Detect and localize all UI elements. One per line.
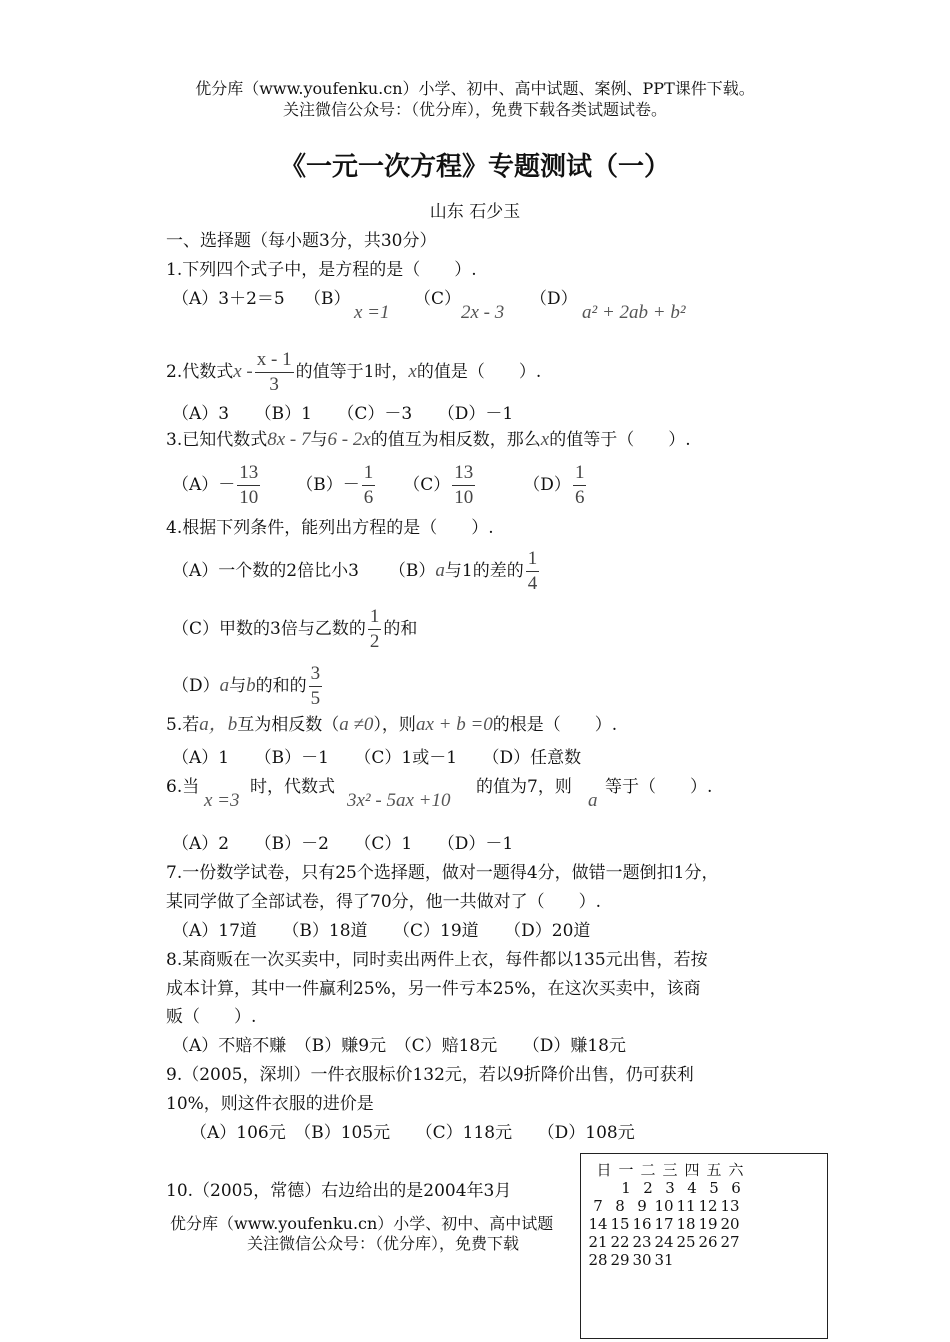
q4-d-label: （D） bbox=[172, 676, 220, 696]
q4-b-frac bbox=[526, 547, 540, 596]
q4-d-var1: a bbox=[219, 675, 230, 696]
q4-b-label: （B） bbox=[388, 561, 436, 581]
q3-expr-2: 6 - 2x bbox=[327, 429, 371, 450]
q2-line bbox=[166, 346, 541, 398]
calendar-box bbox=[580, 1153, 828, 1339]
section-heading: 一、选择题（每小题3分，共30分） bbox=[166, 231, 437, 251]
q4-d-with: 与 bbox=[229, 676, 247, 696]
q1-option-d-math: a² + 2ab + b² bbox=[582, 302, 686, 323]
q3-a-num: 13 bbox=[237, 461, 260, 486]
calendar-day: 15 bbox=[610, 1215, 630, 1233]
q1-option-b-math: x =1 bbox=[354, 302, 390, 323]
q9-line-1: 9.（2005，深圳）一件衣服标价132元，若以9折降价出售，仍可获利 bbox=[166, 1065, 694, 1085]
q9-line-2: 10%，则这件衣服的进价是 bbox=[166, 1094, 374, 1114]
q2-x2: x bbox=[408, 361, 417, 382]
calendar-day: 20 bbox=[720, 1215, 740, 1233]
page-title: 《一元一次方程》专题测试（一） bbox=[279, 152, 670, 182]
calendar-week-1 bbox=[615, 1179, 747, 1197]
q4-d-num: 3 bbox=[309, 662, 323, 687]
calendar-weekday: 六 bbox=[728, 1161, 744, 1179]
q3-b-frac bbox=[362, 461, 376, 510]
q4-row-c bbox=[172, 603, 417, 655]
q3-c-num: 13 bbox=[452, 461, 475, 486]
q6-mid2: 的值为7，则 bbox=[476, 777, 572, 797]
q3-a-frac bbox=[237, 461, 260, 510]
calendar-day: 18 bbox=[676, 1215, 696, 1233]
calendar-day: 6 bbox=[731, 1179, 741, 1197]
calendar-day: 14 bbox=[588, 1215, 608, 1233]
calendar-day: 17 bbox=[654, 1215, 674, 1233]
calendar-day: 8 bbox=[615, 1197, 625, 1215]
q4-c-text: （C）甲数的3倍与乙数的 bbox=[172, 619, 366, 639]
q1-option-a: （A）3＋2＝5 bbox=[172, 289, 285, 309]
q5-eq: ax + b =0 bbox=[415, 714, 493, 735]
q6-suffix: 等于（ ）. bbox=[605, 777, 713, 797]
q4-row-ab bbox=[172, 545, 541, 597]
q4-c-suffix: 的和 bbox=[383, 619, 418, 639]
q8-line-1: 8.某商贩在一次买卖中，同时卖出两件上衣，每件都以135元出售，若按 bbox=[166, 950, 708, 970]
q7-options: （A）17道 （B）18道 （C）19道 （D）20道 bbox=[172, 921, 591, 941]
q3-options bbox=[172, 459, 588, 511]
q3-expr-1: 8x - 7 bbox=[267, 429, 311, 450]
q3-d-den: 6 bbox=[574, 486, 585, 508]
calendar-week-5 bbox=[587, 1251, 675, 1269]
q3-b-num: 1 bbox=[362, 461, 376, 486]
q1-option-c-label: （C） bbox=[414, 289, 462, 309]
q2-mid: 的值等于1时， bbox=[295, 362, 409, 382]
q4-row-d bbox=[172, 660, 324, 712]
calendar-weekday: 四 bbox=[684, 1161, 700, 1179]
q1-option-c-math: 2x - 3 bbox=[461, 302, 505, 323]
calendar-day: 12 bbox=[698, 1197, 718, 1215]
q5-prefix: 5.若 bbox=[166, 715, 200, 735]
q9-options: （A）106元 （B）105元 （C）118元 （D）108元 bbox=[190, 1123, 635, 1143]
q4-c-den: 2 bbox=[369, 630, 380, 652]
calendar-day: 13 bbox=[720, 1197, 740, 1215]
q4-option-a: （A）一个数的2倍比小3 bbox=[172, 561, 359, 581]
q8-line-2: 成本计算，其中一件赢利25%，另一件亏本25%，在这次买卖中，该商 bbox=[166, 979, 701, 999]
q3-c-label: （C） bbox=[403, 475, 451, 495]
q3-with: 与 bbox=[310, 430, 328, 450]
calendar-week-2 bbox=[587, 1197, 741, 1215]
calendar-day: 30 bbox=[632, 1251, 652, 1269]
q3-d-num: 1 bbox=[573, 461, 587, 486]
calendar-day: 31 bbox=[654, 1251, 674, 1269]
q1-option-b-label: （B） bbox=[304, 289, 351, 309]
q3-b-label: （B）－ bbox=[296, 475, 360, 495]
q4-b-den: 4 bbox=[527, 572, 538, 594]
calendar-day: 7 bbox=[593, 1197, 603, 1215]
calendar-day: 16 bbox=[632, 1215, 652, 1233]
q8-line-3: 贩（ ）. bbox=[166, 1007, 257, 1027]
calendar-day: 24 bbox=[654, 1233, 674, 1251]
calendar-day: 10 bbox=[654, 1197, 674, 1215]
footer-line-1: 优分库（www.youfenku.cn）小学、初中、高中试题 bbox=[170, 1214, 554, 1233]
q2-suffix: 的值是（ ）. bbox=[416, 362, 542, 382]
q3-x: x bbox=[540, 429, 550, 450]
q3-suffix: 的值等于（ ）. bbox=[549, 430, 691, 450]
q1-stem: 1.下列四个式子中，是方程的是（ ）. bbox=[166, 260, 477, 280]
q6-options: （A）2 （B）－2 （C）1 （D）－1 bbox=[172, 834, 514, 854]
q4-c-frac bbox=[368, 605, 382, 654]
q3-stem bbox=[166, 429, 691, 451]
author: 山东 石少玉 bbox=[429, 202, 521, 222]
q4-d-den: 5 bbox=[310, 687, 321, 709]
q4-c-num: 1 bbox=[368, 605, 382, 630]
q5-suffix: 的根是（ ）. bbox=[492, 715, 618, 735]
header-line-2: 关注微信公众号：（优分库），免费下载各类试题试卷。 bbox=[282, 100, 667, 119]
calendar-weekday: 二 bbox=[640, 1161, 656, 1179]
calendar-day: 19 bbox=[698, 1215, 718, 1233]
calendar-weekday: 三 bbox=[662, 1161, 678, 1179]
calendar-day: 22 bbox=[610, 1233, 630, 1251]
calendar-weekday: 一 bbox=[618, 1161, 634, 1179]
q7-line-2: 某同学做了全部试卷，得了70分，他一共做对了（ ）. bbox=[166, 892, 602, 912]
q10-line-1: 10.（2005，常德）右边给出的是2004年3月 bbox=[166, 1181, 512, 1201]
calendar-day: 3 bbox=[665, 1179, 675, 1197]
q4-b-text: 与1的差的 bbox=[444, 561, 524, 581]
calendar-day: 23 bbox=[632, 1233, 652, 1251]
q4-b-num: 1 bbox=[526, 547, 540, 572]
calendar-day: 27 bbox=[720, 1233, 740, 1251]
calendar-day: 5 bbox=[709, 1179, 719, 1197]
q6-prefix: 6.当 bbox=[166, 777, 200, 797]
q2-x: x - bbox=[233, 361, 253, 382]
q5-stem bbox=[166, 714, 617, 736]
q7-line-1: 7.一份数学试卷，只有25个选择题，做对一题得4分，做错一题倒扣1分， bbox=[166, 863, 719, 883]
calendar-day: 4 bbox=[687, 1179, 697, 1197]
calendar-header-row bbox=[593, 1161, 747, 1179]
q3-c-den: 10 bbox=[454, 486, 474, 508]
q3-d-label: （D） bbox=[523, 475, 571, 495]
calendar-day: 9 bbox=[637, 1197, 647, 1215]
calendar-day: 2 bbox=[643, 1179, 653, 1197]
calendar-day: 21 bbox=[588, 1233, 608, 1251]
q6-mid: 时，代数式 bbox=[250, 777, 335, 797]
calendar-day: 1 bbox=[621, 1179, 631, 1197]
calendar-day: 29 bbox=[610, 1251, 630, 1269]
calendar-day: 26 bbox=[698, 1233, 718, 1251]
calendar-weekday: 五 bbox=[706, 1161, 722, 1179]
header-line-1: 优分库（www.youfenku.cn）小学、初中、高中试题、案例、PPT课件下载。 bbox=[195, 79, 755, 98]
q6-var: a bbox=[588, 790, 598, 811]
q3-b-den: 6 bbox=[363, 486, 374, 508]
q5-mid2: ），则 bbox=[373, 715, 416, 735]
calendar-weekday: 日 bbox=[596, 1161, 612, 1179]
q4-d-frac bbox=[309, 662, 323, 711]
q5-options: （A）1 （B）－1 （C）1或－1 （D）任意数 bbox=[172, 748, 582, 768]
calendar-day: 11 bbox=[676, 1197, 696, 1215]
q2-prefix: 2.代数式 bbox=[166, 362, 234, 382]
q2-frac-den: 3 bbox=[269, 373, 279, 395]
q2-fraction bbox=[255, 348, 294, 397]
q3-c-frac bbox=[452, 461, 475, 510]
q6-expr: 3x² - 5ax +10 bbox=[347, 790, 451, 811]
q2-options: （A）3 （B）1 （C）－3 （D）－1 bbox=[172, 404, 514, 424]
q5-ab: a，b bbox=[199, 714, 238, 735]
calendar-day: 28 bbox=[588, 1251, 608, 1269]
q3-prefix: 3.已知代数式 bbox=[166, 430, 268, 450]
q4-d-var2: b bbox=[246, 675, 256, 696]
q4-stem: 4.根据下列条件，能列出方程的是（ ）. bbox=[166, 518, 494, 538]
q3-a-label: （A）－ bbox=[172, 475, 236, 495]
q6-cond: x =3 bbox=[204, 790, 240, 811]
q2-frac-num: x - 1 bbox=[255, 348, 294, 373]
calendar-week-3 bbox=[587, 1215, 741, 1233]
q5-cond: a ≠0 bbox=[339, 714, 374, 735]
q4-d-text: 的和的 bbox=[255, 676, 307, 696]
q5-mid: 互为相反数（ bbox=[237, 715, 340, 735]
q3-mid: 的值互为相反数，那么 bbox=[370, 430, 541, 450]
calendar-day: 25 bbox=[676, 1233, 696, 1251]
q3-a-den: 10 bbox=[239, 486, 259, 508]
q4-b-var: a bbox=[435, 560, 445, 581]
q3-d-frac bbox=[573, 461, 587, 510]
q8-options: （A）不赔不赚 （B）赚9元 （C）赔18元 （D）赚18元 bbox=[172, 1036, 626, 1056]
q1-option-d-label: （D） bbox=[530, 289, 578, 309]
calendar-week-4 bbox=[587, 1233, 741, 1251]
footer-line-2: 关注微信公众号：（优分库），免费下载 bbox=[247, 1234, 520, 1253]
